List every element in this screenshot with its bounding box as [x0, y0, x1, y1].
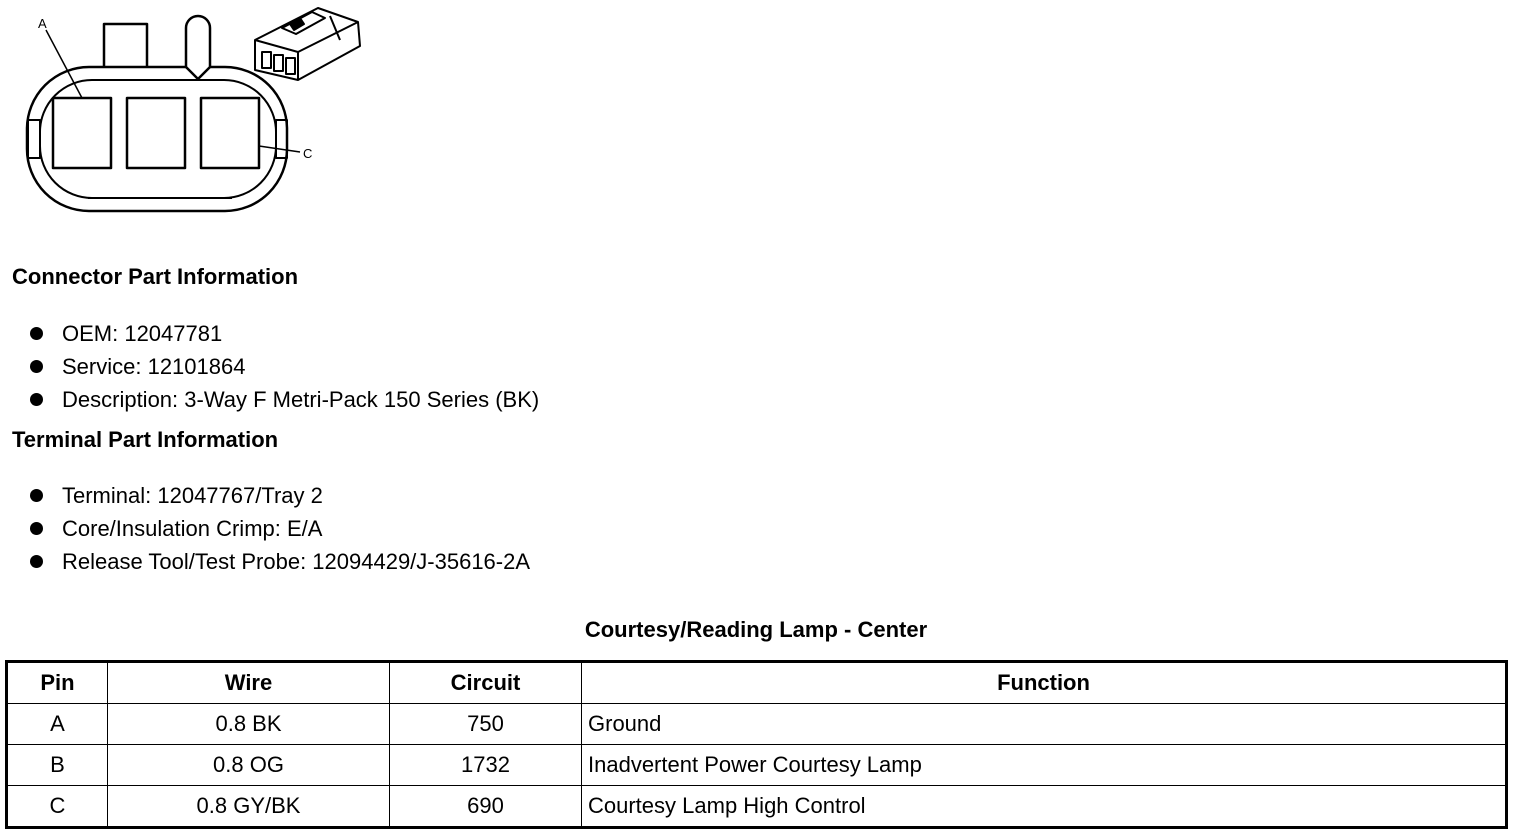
bullet-icon [30, 327, 43, 340]
cell-circuit: 1732 [390, 745, 582, 786]
bullet-icon [30, 522, 43, 535]
key-tab [186, 16, 210, 79]
cell-wire: 0.8 GY/BK [108, 786, 390, 828]
cell-circuit: 690 [390, 786, 582, 828]
header-circuit: Circuit [390, 662, 582, 704]
cell-pin: C [7, 786, 108, 828]
cell-circuit: 750 [390, 704, 582, 745]
connector-part-information-heading: Connector Part Information [12, 264, 299, 289]
cell-function: Inadvertent Power Courtesy Lamp [582, 745, 1507, 786]
bullet-icon [30, 360, 43, 373]
cell-function: Courtesy Lamp High Control [582, 786, 1507, 828]
table-row [7, 745, 1507, 786]
cell-wire: 0.8 BK [108, 704, 390, 745]
bullet-icon [30, 489, 43, 502]
list-item-text: Description: 3-Way F Metri-Pack 150 Series (BK) [62, 387, 540, 412]
cavity-label-a: A [38, 16, 47, 31]
bullet-icon [30, 555, 43, 568]
list-item-text: Terminal: 12047767/Tray 2 [62, 483, 323, 508]
table-row [7, 704, 1507, 745]
connector-right-notch [276, 120, 287, 158]
list-item-text: Service: 12101864 [62, 354, 246, 379]
list-item-text: OEM: 12047781 [62, 321, 223, 346]
leader-line-c [259, 146, 300, 152]
header-function: Function [582, 662, 1507, 704]
bullet-icon [30, 393, 43, 406]
terminal-part-information-heading: Terminal Part Information [12, 427, 279, 452]
list-item-text: Release Tool/Test Probe: 12094429/J-35616-2A [62, 549, 531, 574]
connector-isometric-view [255, 8, 360, 80]
locking-tab [104, 24, 147, 67]
cavity-b [127, 98, 185, 168]
table-header-row [7, 662, 1507, 704]
connector-outer-body [27, 67, 287, 211]
table-row [7, 786, 1507, 828]
cavity-label-c: C [303, 146, 313, 161]
cavity-c [201, 98, 259, 168]
pinout-table [5, 660, 1508, 829]
header-wire: Wire [108, 662, 390, 704]
cell-wire: 0.8 OG [108, 745, 390, 786]
connector-diagram [0, 0, 380, 220]
table-title: Courtesy/Reading Lamp - Center [584, 617, 928, 642]
cavity-a [53, 98, 111, 168]
cell-pin: B [7, 745, 108, 786]
cell-function: Ground [582, 704, 1507, 745]
cell-pin: A [7, 704, 108, 745]
list-item-text: Core/Insulation Crimp: E/A [62, 516, 323, 541]
connector-left-notch [28, 120, 40, 158]
header-pin: Pin [7, 662, 108, 704]
